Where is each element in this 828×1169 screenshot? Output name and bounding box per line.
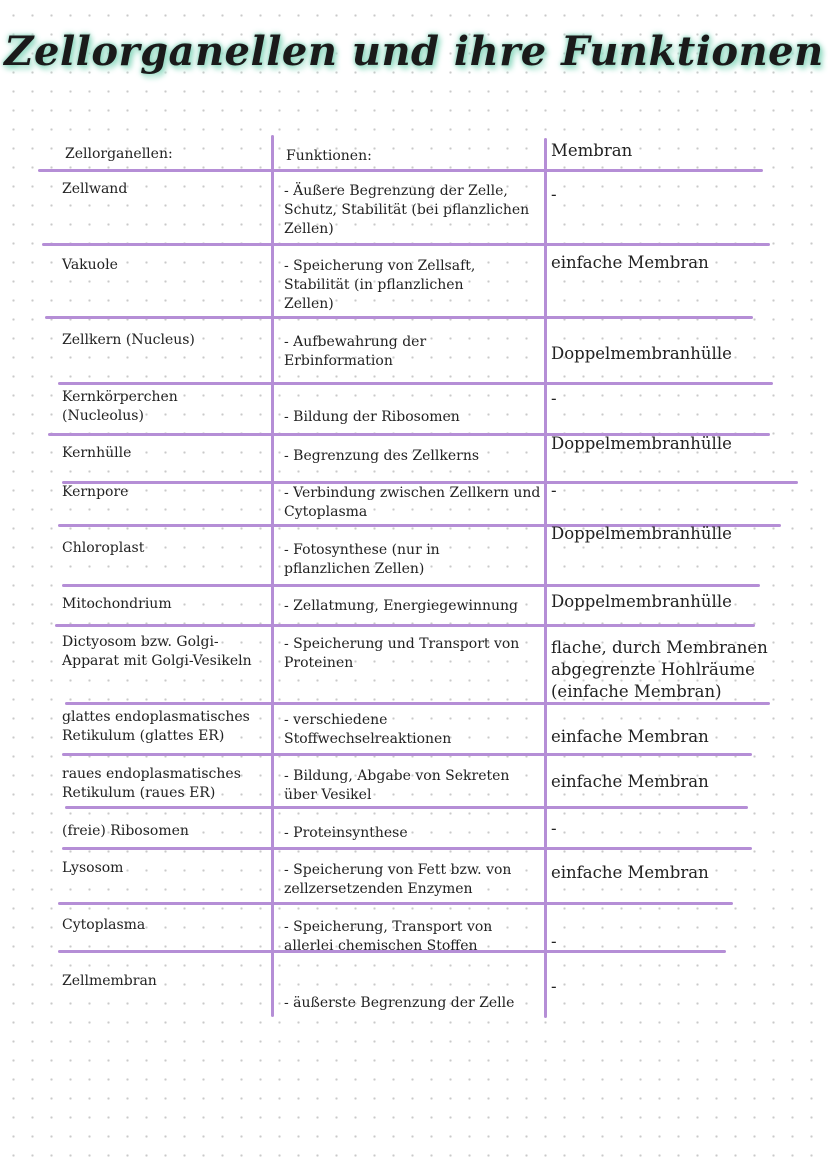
organelle-cell: Kernkörperchen (Nucleolus) [62, 389, 178, 424]
function-cell: - äußerste Begrenzung der Zelle [284, 995, 515, 1011]
membrane-cell: - [551, 389, 557, 408]
function-cell: - Verbindung zwischen Zellkern und Cytoplasma [284, 485, 541, 520]
organelle-cell: Mitochondrium [62, 596, 172, 612]
membrane-cell: einfache Membran [551, 727, 709, 746]
membrane-cell: - [551, 932, 557, 951]
function-cell: - Zellatmung, Energiegewinnung [284, 598, 518, 614]
row-divider [45, 316, 753, 319]
column-divider-1 [271, 135, 274, 1017]
function-cell: - Äußere Begrenzung der Zelle, Schutz, Stabilität (bei pflanzlichen Zellen) [284, 183, 530, 237]
membrane-cell: - [551, 819, 557, 838]
row-divider [62, 584, 760, 587]
organelle-cell: Kernhülle [62, 445, 132, 461]
function-cell: - Speicherung und Transport von Proteinen [284, 636, 520, 671]
row-divider [38, 169, 763, 172]
organelle-cell: (freie) Ribosomen [62, 823, 189, 839]
membrane-cell: Doppelmembranhülle [551, 592, 732, 611]
organelle-cell: Zellwand [62, 181, 128, 197]
membrane-cell: einfache Membran [551, 772, 709, 791]
row-divider [58, 902, 733, 905]
function-cell: - Bildung der Ribosomen [284, 409, 460, 425]
organelle-cell: Dictyosom bzw. Golgi-Apparat mit Golgi-Vesikeln [62, 634, 252, 669]
function-cell: - Speicherung von Fett bzw. von zellzersetzenden Enzymen [284, 862, 512, 897]
membrane-cell: einfache Membran [551, 253, 709, 272]
function-cell: - Speicherung von Zellsaft, Stabilität (in pflanzlichen Zellen) [284, 258, 476, 312]
row-divider [55, 624, 755, 627]
membrane-cell: flache, durch Membranen abgegrenzte Hohlräume (einfache Membran) [551, 638, 768, 701]
header-membrane: Membran [551, 141, 633, 160]
membrane-cell: einfache Membran [551, 863, 709, 882]
organelle-cell: raues endoplasmatisches Retikulum (raues ER) [62, 766, 241, 801]
column-divider-2 [544, 138, 547, 1018]
organelle-cell: Lysosom [62, 860, 124, 876]
organelle-cell: Zellmembran [62, 973, 157, 989]
page-title: Zellorganellen und ihre Funktionen [4, 28, 824, 75]
membrane-cell: - [551, 185, 557, 204]
organelle-cell: Zellkern (Nucleus) [62, 332, 195, 348]
function-cell: - Speicherung, Transport von allerlei chemischen Stoffen [284, 919, 493, 954]
membrane-cell: - [551, 481, 557, 500]
function-cell: - Fotosynthese (nur in pflanzlichen Zellen) [284, 542, 440, 577]
row-divider [62, 847, 752, 850]
function-cell: - Bildung, Abgabe von Sekreten über Vesikel [284, 768, 510, 803]
membrane-cell: Doppelmembranhülle [551, 434, 732, 453]
row-divider [42, 243, 770, 246]
organelle-cell: Chloroplast [62, 540, 145, 556]
row-divider [62, 753, 752, 756]
organelle-cell: Vakuole [62, 257, 118, 273]
organelle-cell: glattes endoplasmatisches Retikulum (glattes ER) [62, 709, 250, 744]
membrane-cell: Doppelmembranhülle [551, 344, 732, 363]
organelle-cell: Cytoplasma [62, 917, 146, 933]
function-cell: - verschiedene Stoffwechselreaktionen [284, 712, 452, 747]
function-cell: - Begrenzung des Zellkerns [284, 448, 480, 464]
header-function: Funktionen: [286, 148, 372, 164]
header-organelle: Zellorganellen: [65, 146, 173, 162]
membrane-cell: - [551, 977, 557, 996]
row-divider [58, 382, 773, 385]
membrane-cell: Doppelmembranhülle [551, 524, 732, 543]
organelle-cell: Kernpore [62, 484, 129, 500]
row-divider [65, 806, 748, 809]
function-cell: - Aufbewahrung der Erbinformation [284, 334, 427, 369]
function-cell: - Proteinsynthese [284, 825, 408, 841]
